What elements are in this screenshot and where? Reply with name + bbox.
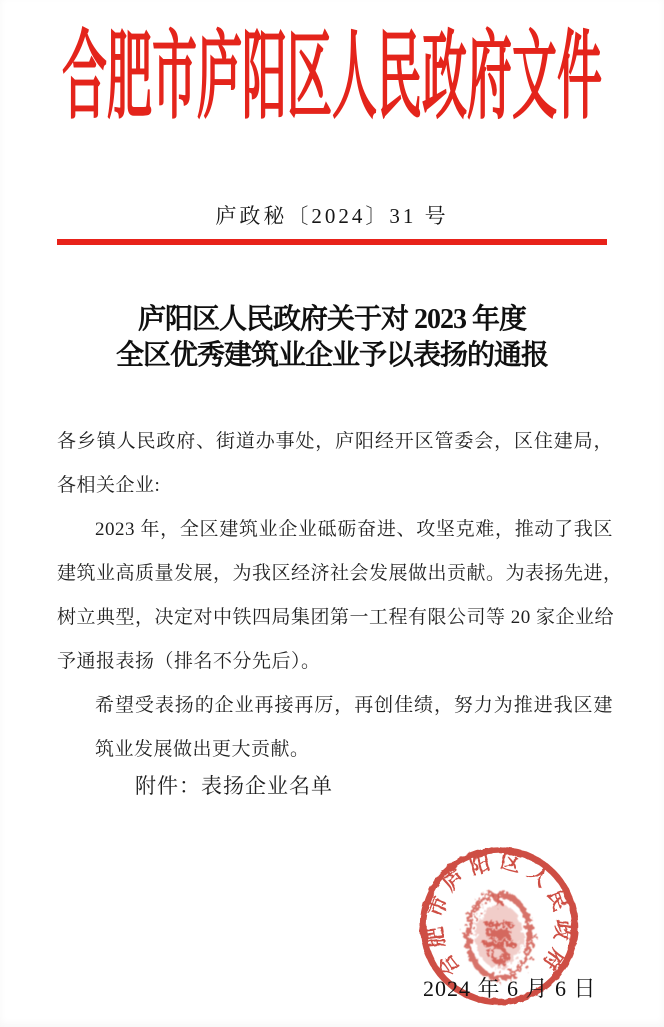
body-line: 建筑业高质量发展，为我区经济社会发展做出贡献。为表扬先进， [57, 563, 623, 584]
seal-national-emblem-icon [468, 893, 530, 979]
body-line: 各相关企业: [57, 475, 161, 496]
attachment-note: 附件：表扬企业名单 [135, 774, 333, 798]
body-line: 希望受表扬的企业再接再厉，再创佳绩，努力为推进我区建 [95, 695, 613, 716]
seal-arc-text: 合肥市庐阳区人民政府 [423, 850, 575, 980]
document-title-line1: 庐阳区人民政府关于对 2023 年度 [137, 304, 526, 335]
document-number: 庐政秘〔2024〕31 号 [215, 204, 449, 228]
body-line: 各乡镇人民政府、街道办事处，庐阳经开区管委会，区住建局， [57, 431, 613, 452]
document-title-line2: 全区优秀建筑业企业予以表扬的通报 [115, 340, 548, 371]
document-body [57, 420, 623, 772]
body-line: 树立典型，决定对中铁四局集团第一工程有限公司等 20 家企业给 [57, 607, 615, 628]
government-header-title: 合肥市庐阳区人民政府文件 [61, 23, 602, 132]
body-line: 予通报表扬（排名不分先后）。 [57, 651, 321, 672]
document-title [0, 302, 664, 374]
body-line: 2023 年，全区建筑业企业砥砺奋进、攻坚克难，推动了我区 [95, 519, 613, 540]
issue-date: 2024 年 6 月 6 日 [423, 976, 597, 1001]
body-line: 筑业发展做出更大贡献。 [95, 739, 310, 760]
red-separator-line [57, 239, 607, 245]
red-header-banner [0, 23, 664, 132]
